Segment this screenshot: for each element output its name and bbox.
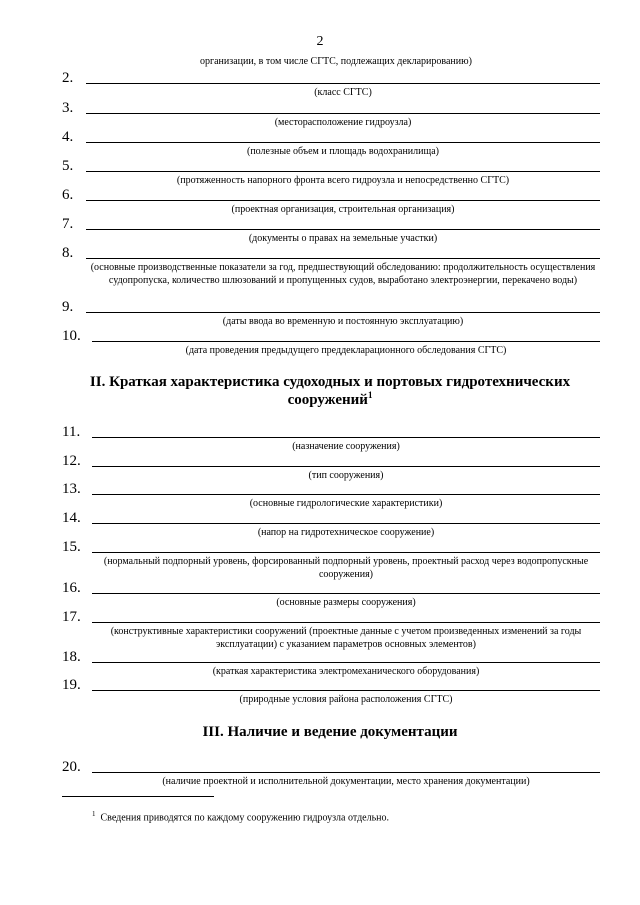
fill-line[interactable] <box>92 552 600 553</box>
field-number: 10. <box>62 328 81 344</box>
fill-line[interactable] <box>92 662 600 663</box>
field-number: 6. <box>62 187 74 203</box>
fill-line[interactable] <box>92 466 600 467</box>
field-caption: (наличие проектной и исполнительной документации, место хранения документации) <box>162 776 530 787</box>
fill-line[interactable] <box>86 171 600 172</box>
fill-line[interactable] <box>86 113 600 114</box>
field-caption: (проектная организация, строительная организация) <box>231 204 455 215</box>
footnote-text: Сведения приводятся по каждому сооружению гидроузла отдельно. <box>100 812 390 824</box>
field-caption: (нормальный подпорный уровень, форсированный подпорный уровень, проектный расход через водопропускные сооружения) <box>103 556 589 580</box>
continued-caption: организации, в том числе СГТС, подлежащих декларированию) <box>200 56 472 67</box>
section-3-heading: III. Наличие и ведение документации <box>202 724 458 740</box>
fill-line[interactable] <box>92 523 600 524</box>
field-number: 4. <box>62 129 74 145</box>
field-number: 7. <box>62 216 74 232</box>
field-caption: (природные условия района расположения СГТС) <box>239 694 453 705</box>
field-number: 15. <box>62 539 81 555</box>
field-number: 11. <box>62 424 81 440</box>
field-caption: (месторасположение гидроузла) <box>274 117 412 128</box>
fill-line[interactable] <box>86 229 600 230</box>
fill-line[interactable] <box>92 690 600 691</box>
fill-line[interactable] <box>86 312 600 313</box>
fill-line[interactable] <box>92 494 600 495</box>
field-caption: (напор на гидротехническое сооружение) <box>257 527 435 538</box>
field-caption: (основные размеры сооружения) <box>276 597 416 608</box>
field-number: 5. <box>62 158 74 174</box>
field-caption: (документы о правах на земельные участки) <box>248 233 438 244</box>
field-caption: (дата проведения предыдущего преддекларационного обследования СГТС) <box>185 345 507 356</box>
fill-line[interactable] <box>92 772 600 773</box>
fill-line[interactable] <box>86 258 600 259</box>
section-2-title-line1: II. Краткая характеристика судоходных и портовых гидротехнических <box>89 374 571 390</box>
fill-line[interactable] <box>86 200 600 201</box>
section-2-title-line2: сооружений <box>287 392 368 408</box>
field-number: 9. <box>62 299 74 315</box>
field-caption: (конструктивные характеристики сооружений (проектные данные с учетом произведенных изменений за годы эксплуатации) с указанием параметров основных элементов) <box>110 626 582 650</box>
field-number: 2. <box>62 70 74 86</box>
footnote-divider <box>62 796 214 797</box>
footnote-ref: 1 <box>367 390 373 400</box>
field-caption: (краткая характеристика электромеханического оборудования) <box>212 666 480 677</box>
fill-line[interactable] <box>86 142 600 143</box>
field-caption: (основные гидрологические характеристики) <box>249 498 443 509</box>
fill-line[interactable] <box>92 593 600 594</box>
field-number: 14. <box>62 510 81 526</box>
page-number: 2 <box>316 34 324 49</box>
fill-line[interactable] <box>92 341 600 342</box>
field-number: 18. <box>62 649 81 665</box>
field-caption: (класс СГТС) <box>314 87 372 98</box>
field-number: 20. <box>62 759 81 775</box>
fill-line[interactable] <box>86 83 600 84</box>
field-caption: (назначение сооружения) <box>292 441 400 452</box>
field-number: 12. <box>62 453 81 469</box>
field-number: 19. <box>62 677 81 693</box>
field-number: 13. <box>62 481 81 497</box>
field-caption: (даты ввода во временную и постоянную эксплуатацию) <box>222 316 464 327</box>
fill-line[interactable] <box>92 622 600 623</box>
fill-line[interactable] <box>92 437 600 438</box>
footnote <box>92 810 389 823</box>
field-caption: (тип сооружения) <box>308 470 384 481</box>
field-caption: (полезные объем и площадь водохранилища) <box>247 146 439 157</box>
field-number: 16. <box>62 580 81 596</box>
footnote-mark: 1 <box>92 810 96 818</box>
section-2-heading <box>80 373 580 409</box>
field-number: 3. <box>62 100 74 116</box>
field-number: 8. <box>62 245 74 261</box>
field-caption: (протяженность напорного фронта всего гидроузла и непосредственно СГТС) <box>176 175 510 186</box>
field-caption: (основные производственные показатели за год, предшествующий обследованию: продолжительность осуществления судопропуска, количество шлюзований и пропущенных судов, выработано электроэнергии, перекачено воды) <box>90 262 596 286</box>
field-number: 17. <box>62 609 81 625</box>
